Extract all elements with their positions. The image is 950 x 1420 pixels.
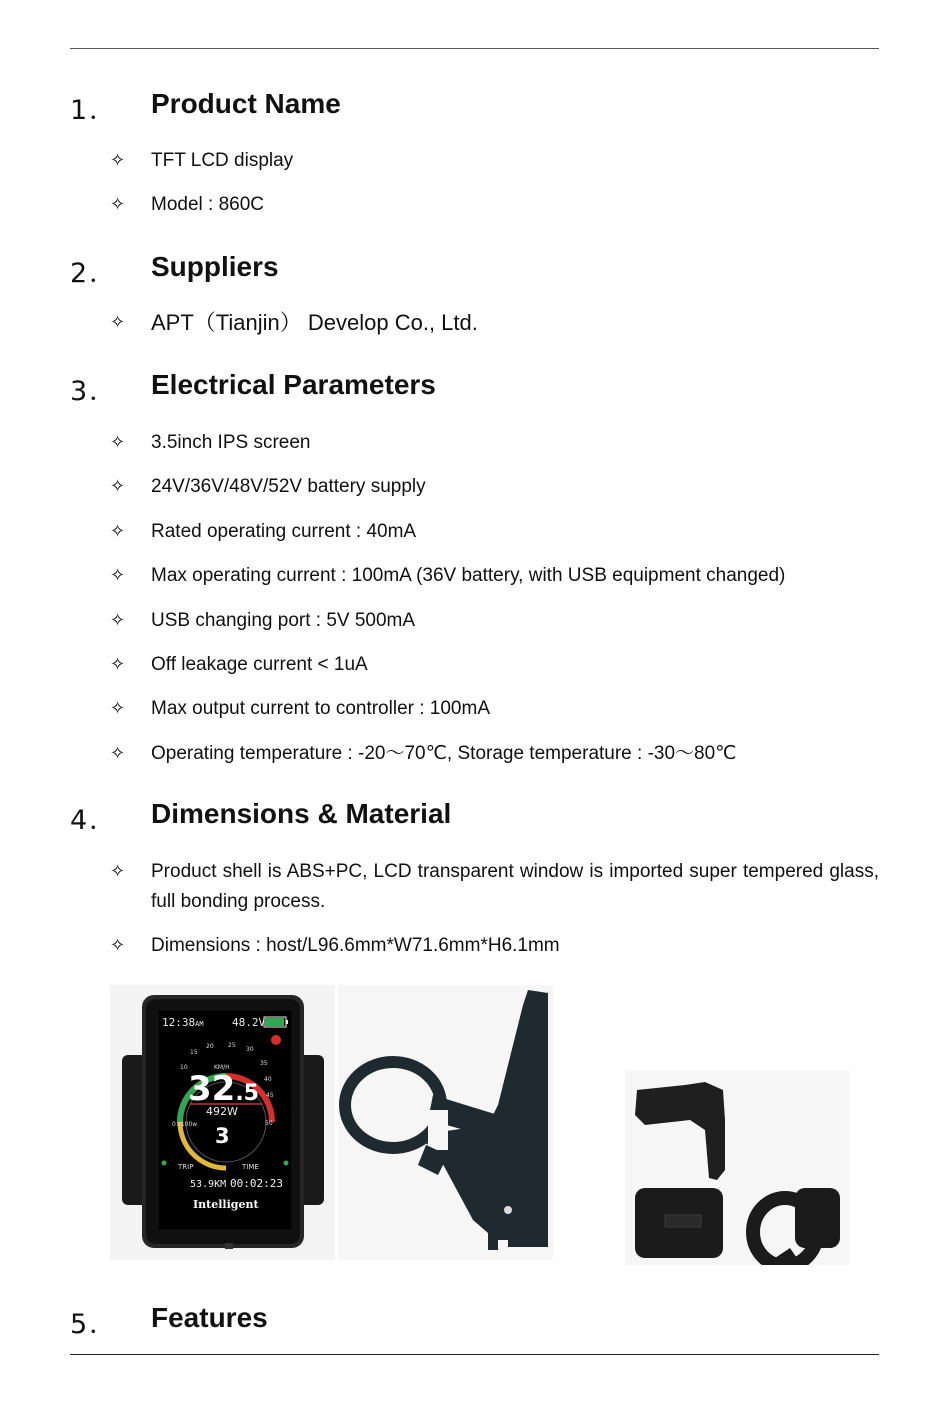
- section-product-name: [70, 88, 880, 124]
- section-heading: [70, 88, 880, 124]
- list-item: [70, 650, 880, 680]
- section-dimensions-material: [70, 798, 880, 834]
- item-text: Operating temperature : -20～70℃, Storage temperature : -30～80℃: [151, 743, 737, 764]
- header-rule: [70, 48, 879, 49]
- item-text: 3.5inch IPS screen: [151, 432, 311, 453]
- section-number: 2．: [70, 258, 119, 289]
- bullet-icon: ✧: [110, 698, 126, 719]
- item-text: TFT LCD display: [151, 150, 294, 171]
- item-text: 24V/36V/48V/52V battery supply: [151, 476, 426, 497]
- bullet-icon: ✧: [110, 312, 126, 333]
- bullet-icon: ✧: [110, 935, 126, 956]
- list-item: [70, 146, 880, 176]
- list-item: [70, 472, 880, 502]
- section-title: Suppliers: [151, 251, 279, 282]
- list-item: [70, 428, 880, 458]
- display-voltage: 48.2V: [232, 1016, 266, 1029]
- bullet-icon: ✧: [110, 861, 126, 882]
- list-item: [70, 931, 880, 961]
- list-item: [70, 606, 880, 636]
- section-number: 1．: [70, 95, 119, 126]
- dial-label: 20: [206, 1043, 214, 1050]
- assist-level: 3: [215, 1124, 230, 1148]
- section-title: Dimensions & Material: [151, 798, 452, 829]
- bullet-icon: ✧: [110, 654, 126, 675]
- bullet-icon: ✧: [110, 565, 126, 586]
- remote-product-image: [625, 1070, 850, 1265]
- section-heading: [70, 251, 880, 287]
- dial-label: 35: [260, 1060, 268, 1067]
- section-title: Electrical Parameters: [151, 369, 436, 400]
- power-value: 492W: [206, 1105, 238, 1118]
- bracket-product-image: [338, 985, 553, 1260]
- item-text: APT（Tianjin） Develop Co., Ltd.: [151, 310, 478, 335]
- bullet-icon: ✧: [110, 610, 126, 631]
- item-text: Dimensions : host/L96.6mm*W71.6mm*H6.1mm: [151, 935, 560, 956]
- list-item: [70, 561, 880, 591]
- section-number: 3．: [70, 376, 119, 407]
- dial-label: 10: [180, 1064, 188, 1071]
- dial-label: 25: [228, 1042, 236, 1049]
- list-item: [70, 739, 880, 769]
- trip-value: 53.9KM: [190, 1179, 227, 1190]
- item-text: USB changing port : 5V 500mA: [151, 610, 416, 631]
- item-text: Product shell is ABS+PC, LCD transparent window is imported super tempered glass, full bonding process.: [151, 861, 879, 912]
- section-title: Features: [151, 1302, 268, 1333]
- trip-label: TRIP: [178, 1163, 194, 1171]
- item-text: Rated operating current : 40mA: [151, 521, 417, 542]
- section-title: Product Name: [151, 88, 341, 119]
- bullet-icon: ✧: [110, 194, 126, 215]
- dial-label: 45: [266, 1092, 274, 1099]
- section-number: 4．: [70, 805, 119, 836]
- dial-label: 30: [246, 1046, 254, 1053]
- section-heading: [70, 798, 880, 834]
- display-product-image: [110, 985, 335, 1260]
- list-item: [70, 190, 880, 220]
- speed-unit: KM/H: [214, 1064, 230, 1071]
- dial-label: 40: [264, 1076, 272, 1083]
- bullet-icon: ✧: [110, 521, 126, 542]
- list-item: [70, 694, 880, 724]
- brand-logo: Intelligent: [193, 1198, 259, 1211]
- list-item: [70, 857, 880, 917]
- item-text: Off leakage current < 1uA: [151, 654, 368, 675]
- section-electrical-parameters: [70, 369, 880, 405]
- bullet-icon: ✧: [110, 476, 126, 497]
- list-item: [70, 517, 880, 547]
- time-value: 00:02:23: [230, 1177, 283, 1190]
- bullet-icon: ✧: [110, 150, 126, 171]
- section-heading: [70, 369, 880, 405]
- section-number: 5．: [70, 1309, 119, 1340]
- bullet-icon: ✧: [110, 743, 126, 764]
- display-time: 12:38AM: [162, 1016, 204, 1029]
- list-item: [70, 308, 880, 338]
- section-heading: [70, 1302, 880, 1338]
- footer-rule: [70, 1354, 879, 1355]
- item-text: Model : 860C: [151, 194, 265, 215]
- time-label: TIME: [242, 1163, 259, 1171]
- dial-label: 15: [190, 1049, 198, 1056]
- item-text: Max operating current : 100mA (36V battery, with USB equipment changed): [151, 565, 786, 586]
- section-features: [70, 1302, 880, 1338]
- item-text: Max output current to controller : 100mA: [151, 698, 490, 719]
- section-suppliers: [70, 251, 880, 287]
- bullet-icon: ✧: [110, 432, 126, 453]
- speed-value: 32.5: [188, 1069, 259, 1109]
- dial-label: 50: [265, 1120, 273, 1127]
- scale-label: 0×100w: [172, 1121, 198, 1128]
